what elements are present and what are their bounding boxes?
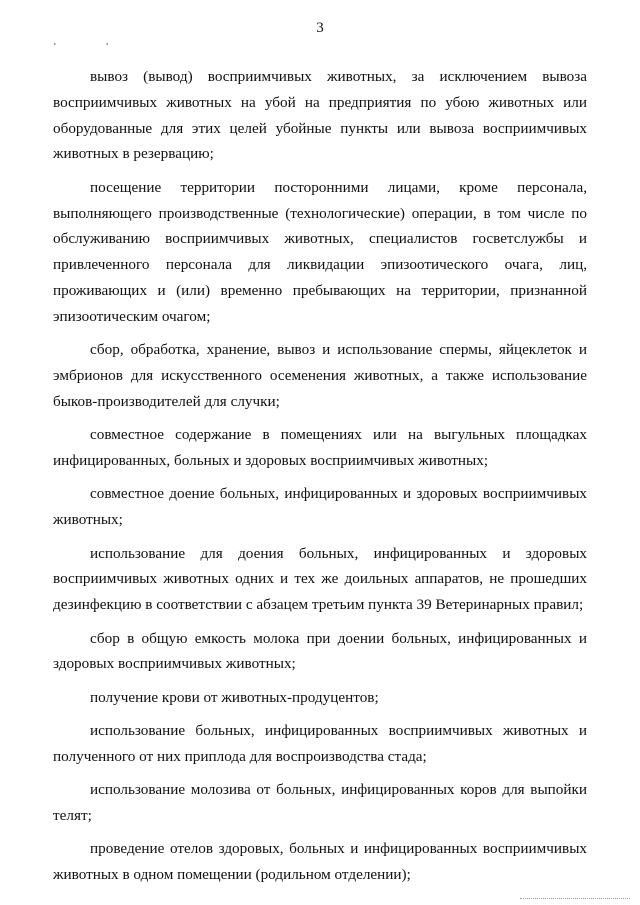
paragraph: совместное доение больных, инфицированных и здоровых восприимчивых животных; bbox=[53, 485, 587, 529]
margin-marks: ' ' bbox=[54, 42, 133, 53]
paragraph: использование молозива от больных, инфицированных коров для выпойки телят; bbox=[53, 781, 587, 825]
paragraph: получение крови от животных-продуцентов; bbox=[90, 688, 379, 706]
paragraph: вывоз (вывод) восприимчивых животных, за исключением вывоза восприимчивых животных на убой на предприятия по убою животных или оборудованные для этих целей убойные пункты или вывоза восприимчивых животных в резервацию; bbox=[53, 68, 587, 163]
page-number: 3 bbox=[316, 20, 324, 36]
paragraph: совместное содержание в помещениях или на выгульных площадках инфицированных, больных и здоровых восприимчивых животных; bbox=[53, 426, 587, 469]
paragraph: использование больных, инфицированных восприимчивых животных и полученного от них приплода для воспроизводства стада; bbox=[53, 722, 587, 765]
scan-edge-rule bbox=[520, 898, 630, 899]
paragraph: использование для доения больных, инфицированных и здоровых восприимчивых животных одних и тех же доильных аппаратов, не прошедших дезинфекцию в соответствии с абзацем третьим пункта 39 Ветеринарных правил; bbox=[53, 544, 587, 614]
paragraph: сбор в общую емкость молока при доении больных, инфицированных и здоровых восприимчивых животных; bbox=[53, 629, 587, 673]
paragraph: проведение отелов здоровых, больных и инфицированных восприимчивых животных в одном помещении (родильном отделении); bbox=[53, 840, 587, 884]
paragraph: посещение территории посторонними лицами, кроме персонала, выполняющего производственные (технологические) операции, в том числе по обслуживанию восприимчивых животных, специалистов госветслужбы и привлеченного персонала для ликвидации эпизоотического очага, лиц, проживающих и (или) временно пребывающих на территории, признанной эпизоотическим очагом; bbox=[53, 178, 587, 325]
document-body bbox=[53, 64, 587, 896]
paragraph: сбор, обработка, хранение, вывоз и использование спермы, яйцеклеток и эмбрионов для искусственного осеменения животных, а также использование быков-производителей для случки; bbox=[53, 341, 587, 410]
